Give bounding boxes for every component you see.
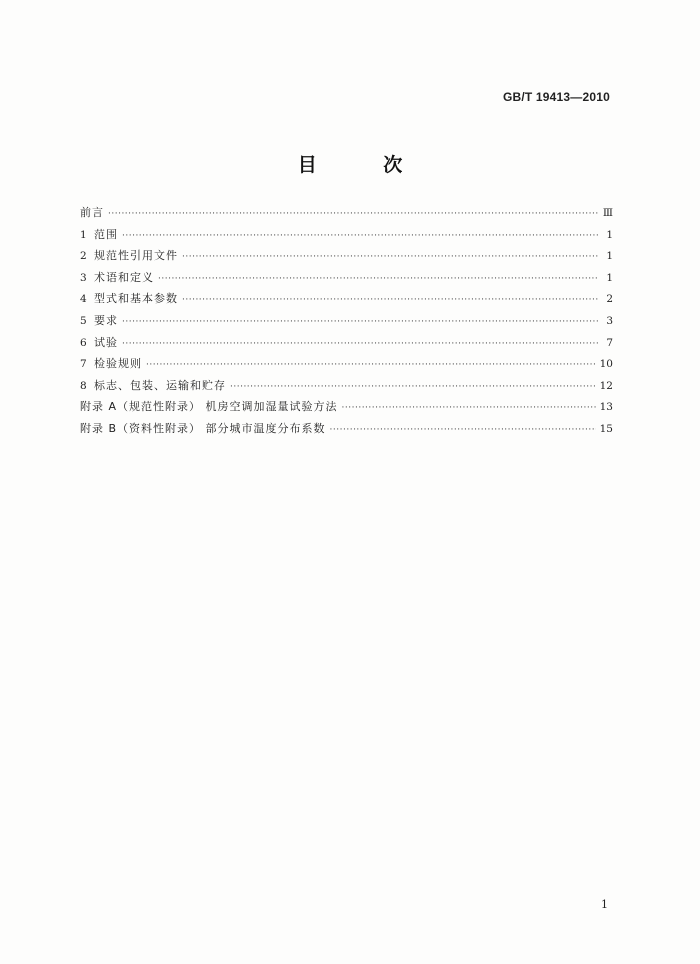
toc-leader-dots: [122, 317, 599, 327]
toc-entry-label: 术语和定义: [94, 270, 154, 284]
toc-entry-number: 1: [80, 228, 87, 241]
toc-entry-page: 1: [606, 271, 613, 284]
toc-entry-label: 检验规则: [94, 357, 142, 371]
toc-entry-page: 2: [606, 293, 613, 306]
toc-leader-dots: [146, 360, 596, 370]
toc-leader-dots: [330, 425, 596, 435]
toc-leader-dots: [182, 252, 599, 262]
toc-entry-tests[interactable]: [80, 334, 613, 356]
toc-entry-number: 5: [80, 314, 87, 327]
toc-entry-number: 4: [80, 293, 87, 306]
toc-leader-dots: [122, 231, 599, 241]
toc-leader-dots: [158, 274, 599, 284]
toc-entry-number: 6: [80, 336, 87, 349]
toc-entry-page: 10: [599, 358, 613, 371]
toc-entry-requirements[interactable]: [80, 312, 613, 334]
toc-entry-normative-references[interactable]: [80, 247, 613, 269]
toc-entry-page: 15: [599, 422, 613, 435]
toc-leader-dots: [122, 339, 599, 349]
toc-entry-page: Ⅲ: [602, 207, 613, 219]
document-code: GB/T 19413—2010: [502, 90, 610, 104]
toc-entry-label: 标志、包装、运输和贮存: [94, 378, 226, 392]
toc-entry-label: 要求: [94, 313, 118, 327]
toc-entry-page: 1: [606, 250, 613, 263]
toc-entry-label: 附录 A（规范性附录） 机房空调加湿量试验方法: [80, 400, 338, 414]
toc-entry-page: 13: [599, 401, 613, 414]
toc-entry-annex-b[interactable]: [80, 420, 613, 442]
page-number: 1: [601, 898, 608, 911]
toc-entry-number: 2: [80, 250, 87, 263]
toc-entry-page: 12: [599, 379, 613, 392]
toc-leader-dots: [230, 382, 596, 392]
toc-entry-preface[interactable]: [80, 204, 613, 226]
toc-entry-page: 7: [606, 336, 613, 349]
toc-entry-label: 试验: [94, 335, 118, 349]
toc-entry-number: 7: [80, 358, 87, 371]
toc-entry-page: 3: [606, 314, 613, 327]
toc-entry-page: 1: [606, 228, 613, 241]
toc-entry-terms-definitions[interactable]: [80, 269, 613, 291]
table-of-contents: [80, 204, 613, 442]
toc-entry-label: 前言: [80, 206, 104, 219]
toc-entry-annex-a[interactable]: [80, 398, 613, 420]
toc-entry-number: 8: [80, 379, 87, 392]
toc-entry-number: 3: [80, 271, 87, 284]
toc-entry-label: 型式和基本参数: [94, 292, 178, 306]
toc-entry-scope[interactable]: [80, 226, 613, 248]
toc-leader-dots: [108, 209, 599, 219]
toc-entry-inspection-rules[interactable]: [80, 355, 613, 377]
toc-entry-label: 附录 B（资料性附录） 部分城市温度分布系数: [80, 421, 326, 435]
toc-entry-types-parameters[interactable]: [80, 290, 613, 312]
toc-entry-label: 规范性引用文件: [94, 249, 178, 263]
toc-title: 目 次: [297, 154, 433, 176]
toc-entry-label: 范围: [94, 227, 118, 241]
toc-entry-marking-packaging[interactable]: [80, 377, 613, 399]
toc-leader-dots: [182, 295, 599, 305]
toc-leader-dots: [342, 403, 596, 413]
